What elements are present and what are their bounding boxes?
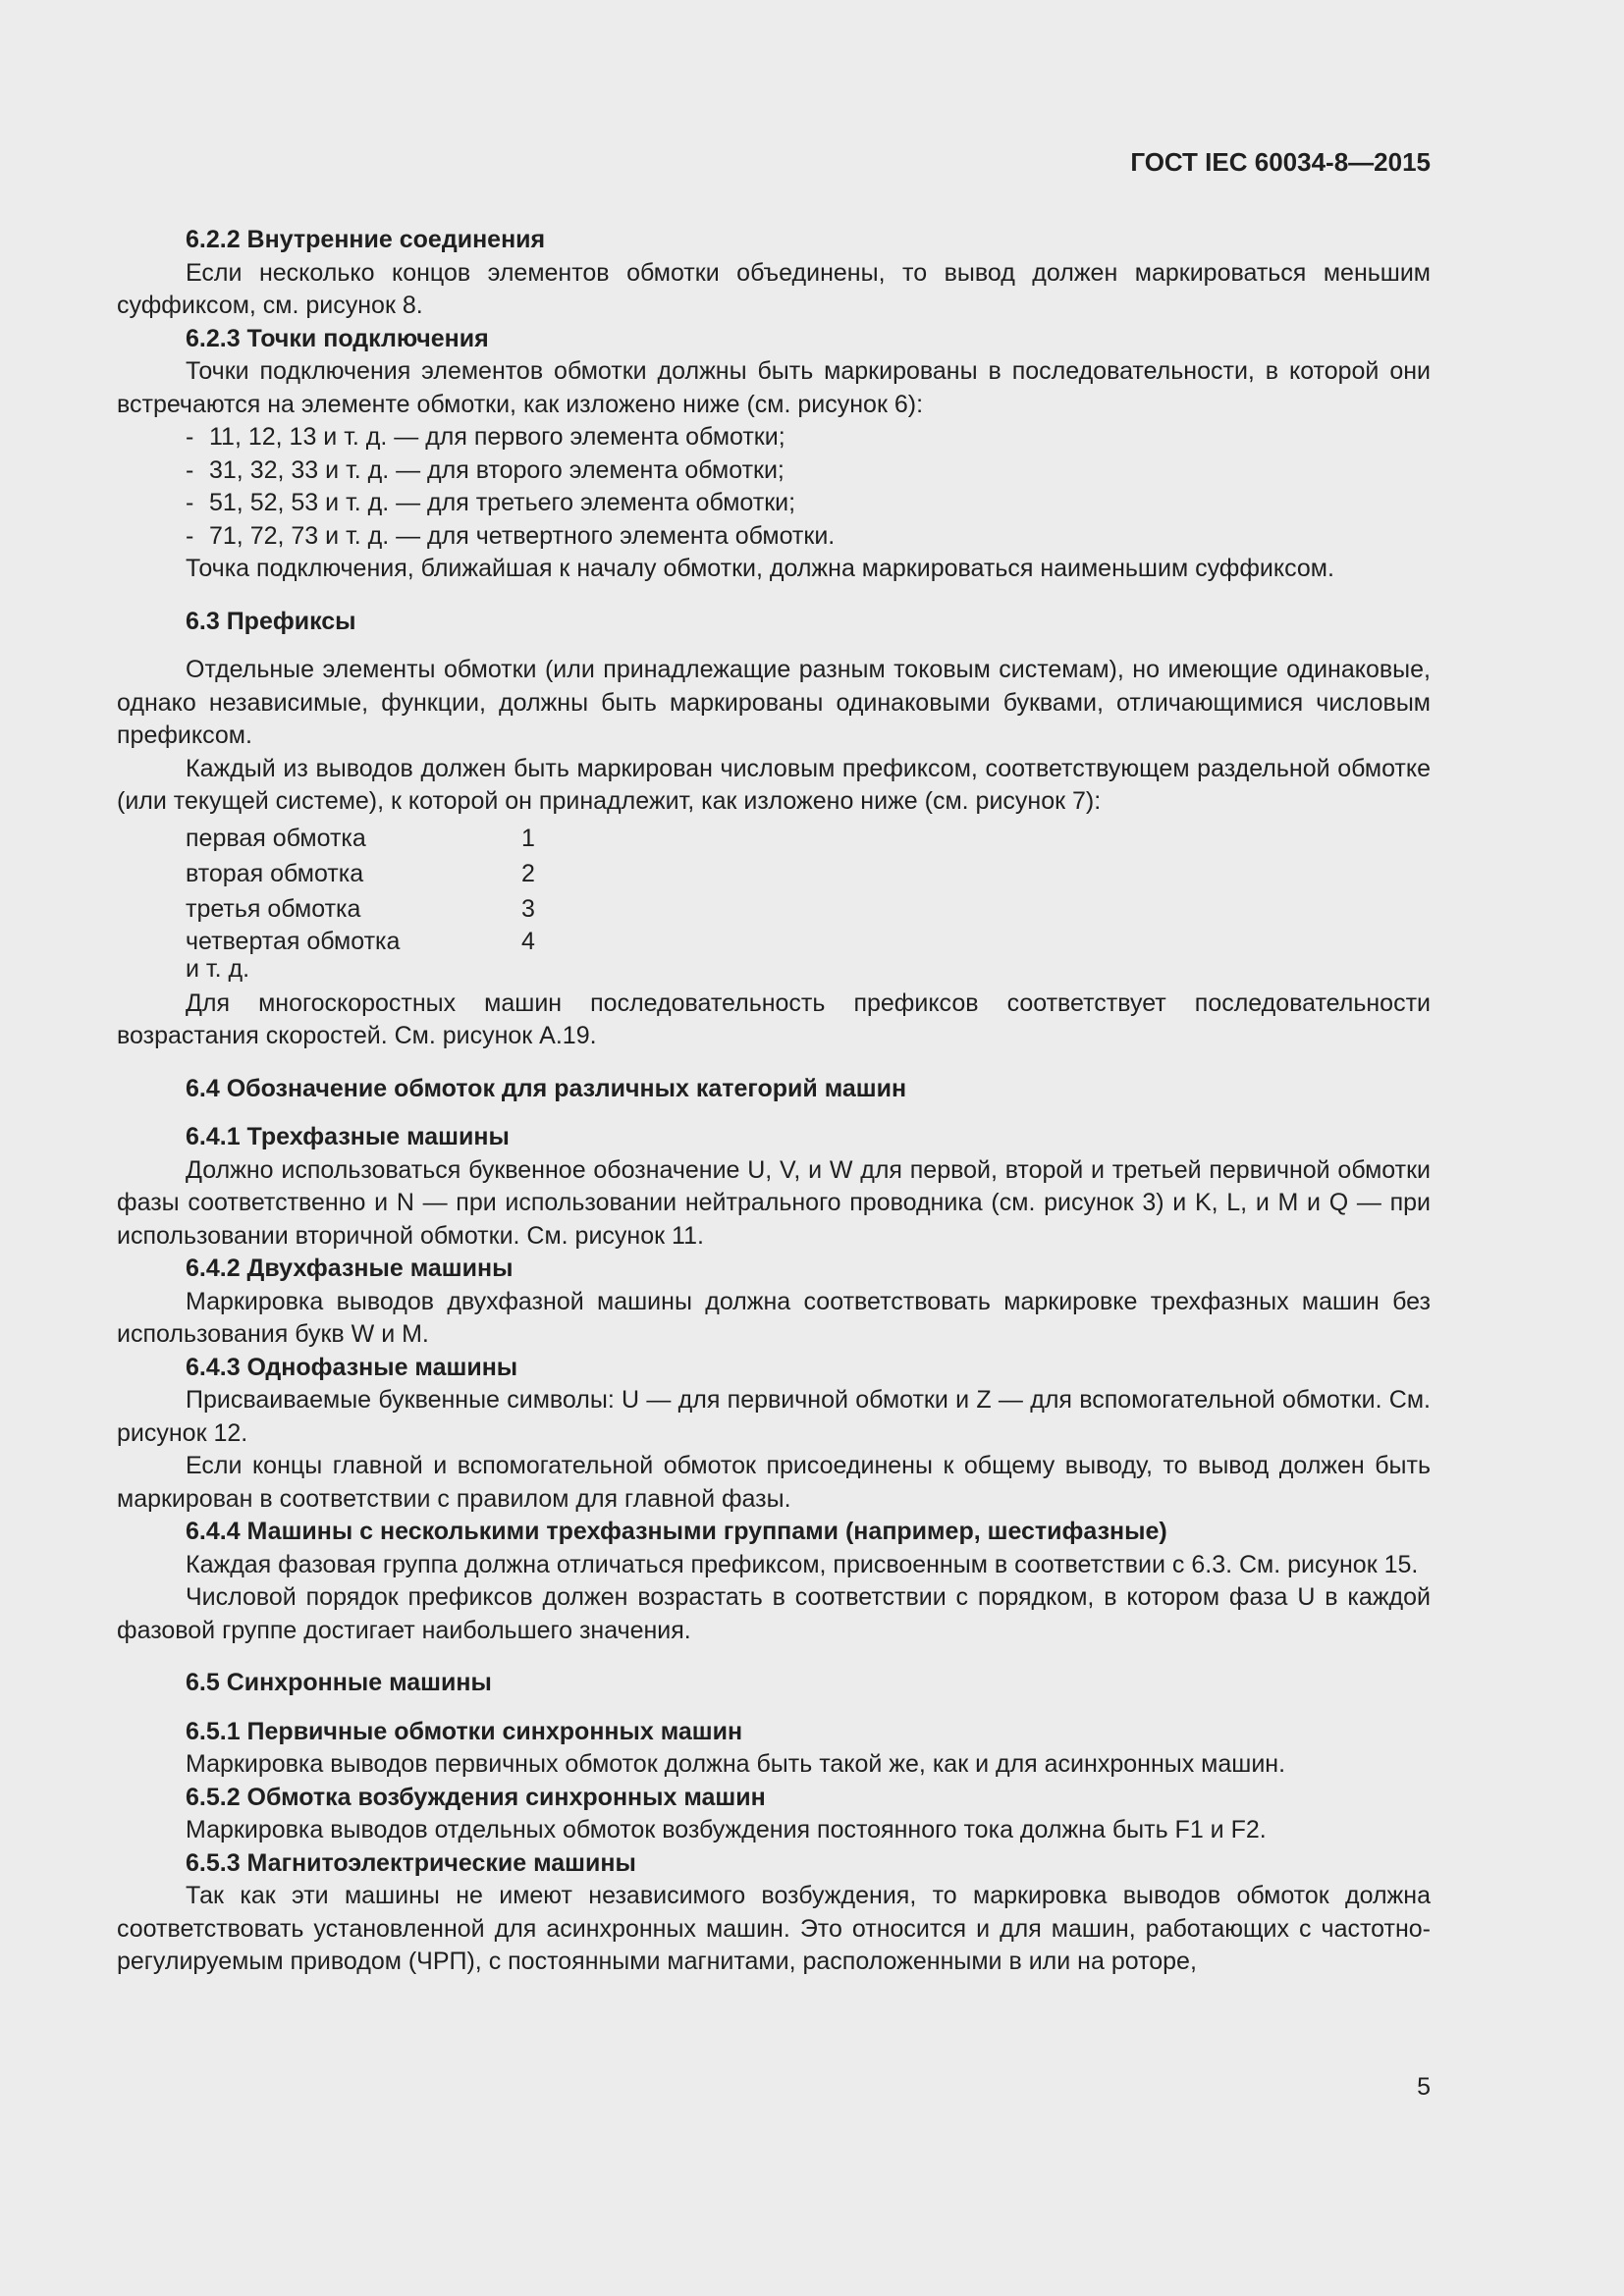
heading-6-5: 6.5 Синхронные машины — [186, 1669, 492, 1696]
list-item-text: 51, 52, 53 и т. д. — для третьего элемента обмотки; — [209, 489, 796, 516]
paragraph: Точка подключения, ближайшая к началу обмотки, должна маркироваться наименьшим суффиксом. — [186, 555, 1334, 582]
paragraph: Присваиваемые буквенные символы: U — для первичной обмотки и Z — для вспомогательной обмотки. См. рисунок 12. — [117, 1386, 1431, 1447]
paragraph: Каждый из выводов должен быть маркирован числовым префиксом, соответствующем раздельной обмотке (или текущей системе), к которой он принадлежит, как изложено ниже (см. рисунок 7): — [117, 754, 1431, 815]
prefix-label: четвертая обмотка — [186, 927, 401, 955]
paragraph: Каждая фазовая группа должна отличаться префиксом, присвоенным в соответствии с 6.3. См. рисунок 15. — [186, 1550, 1419, 1578]
heading-6-2-2: 6.2.2 Внутренние соединения — [186, 226, 546, 253]
heading-6-4-4: 6.4.4 Машины с несколькими трехфазными группами (например, шестифазные) — [186, 1518, 1167, 1545]
prefix-row — [186, 891, 1431, 927]
page-body — [117, 224, 1431, 1979]
paragraph: Числовой порядок префиксов должен возрастать в соответствии с порядком, в котором фаза U в каждой фазовой группе достигает наибольшего значения. — [117, 1583, 1431, 1644]
prefix-row — [186, 927, 1431, 956]
paragraph: Точки подключения элементов обмотки должны быть маркированы в последовательности, в которой они встречаются на элементе обмотки, как изложено ниже (см. рисунок 6): — [117, 357, 1431, 418]
prefix-etc: и т. д. — [186, 954, 250, 983]
prefix-label: третья обмотка — [186, 894, 361, 923]
heading-6-5-2: 6.5.2 Обмотка возбуждения синхронных машин — [186, 1783, 766, 1811]
list-item — [117, 520, 1431, 554]
prefix-label: вторая обмотка — [186, 859, 364, 887]
list-item — [117, 421, 1431, 454]
list-item-text: 11, 12, 13 и т. д. — для первого элемента обмотки; — [209, 423, 785, 451]
paragraph: Маркировка выводов первичных обмоток должна быть такой же, как и для асинхронных машин. — [186, 1750, 1286, 1778]
heading-6-4: 6.4 Обозначение обмоток для различных категорий машин — [186, 1074, 907, 1102]
heading-6-4-1: 6.4.1 Трехфазные машины — [186, 1123, 510, 1150]
paragraph: Для многоскоростных машин последовательность префиксов соответствует последовательности возрастания скоростей. См. рисунок А.19. — [117, 988, 1431, 1049]
prefix-value: 4 — [521, 927, 535, 955]
paragraph: Отдельные элементы обмотки (или принадлежащие разным токовым системам), но имеющие одинаковые, однако независимые, функции, должны быть маркированы одинаковыми буквами, отличающимися числовым префиксом. — [117, 656, 1431, 749]
paragraph: Маркировка выводов двухфазной машины должна соответствовать маркировке трехфазных машин без использования букв W и M. — [117, 1287, 1431, 1348]
heading-6-4-2: 6.4.2 Двухфазные машины — [186, 1255, 514, 1282]
paragraph: Если несколько концов элементов обмотки объединены, то вывод должен маркироваться меньшим суффиксом, см. рисунок 8. — [117, 258, 1431, 319]
prefix-table — [186, 821, 1431, 986]
heading-6-4-3: 6.4.3 Однофазные машины — [186, 1353, 518, 1381]
heading-6-5-1: 6.5.1 Первичные обмотки синхронных машин — [186, 1717, 743, 1745]
prefix-row — [186, 856, 1431, 891]
page-number: 5 — [1417, 2073, 1431, 2101]
prefix-row — [186, 821, 1431, 856]
prefix-value: 3 — [521, 894, 535, 923]
paragraph: Маркировка выводов отдельных обмоток возбуждения постоянного тока должна быть F1 и F2. — [186, 1816, 1267, 1843]
list-dash: - — [186, 423, 194, 451]
prefix-label: первая обмотка — [186, 824, 366, 852]
list-item — [117, 487, 1431, 520]
list-dash: - — [186, 489, 194, 516]
prefix-value: 1 — [521, 824, 535, 852]
list-dash: - — [186, 455, 194, 484]
heading-6-2-3: 6.2.3 Точки подключения — [186, 324, 489, 352]
paragraph: Должно использоваться буквенное обозначение U, V, и W для первой, второй и третьей первичной обмотки фазы соответственно и N — при использовании нейтрального проводника (см. рисунок 3) и K, L, и M и Q — при использовании вторичной обмотки. См. рисунок 11. — [117, 1155, 1431, 1250]
list-item-text: 71, 72, 73 и т. д. — для четвертного элемента обмотки. — [209, 521, 836, 550]
heading-6-5-3: 6.5.3 Магнитоэлектрические машины — [186, 1848, 636, 1877]
list-item-text: 31, 32, 33 и т. д. — для второго элемента обмотки; — [209, 455, 785, 484]
list-dash: - — [186, 521, 194, 550]
list-item — [117, 454, 1431, 488]
prefix-value: 2 — [521, 859, 535, 887]
paragraph: Если концы главной и вспомогательной обмоток присоединены к общему выводу, то вывод должен быть маркирован в соответствии с правилом для главной фазы. — [117, 1452, 1431, 1513]
paragraph: Так как эти машины не имеют независимого возбуждения, то маркировка выводов обмоток должна соответствовать установленной для асинхронных машин. Это относится и для машин, работающих с частотно-регулируемым приводом (ЧРП), с постоянными магнитами, расположенными в или на роторе, — [117, 1882, 1431, 1975]
heading-6-3: 6.3 Префиксы — [186, 607, 356, 635]
document-code: ГОСТ IEC 60034-8—2015 — [1130, 147, 1431, 177]
